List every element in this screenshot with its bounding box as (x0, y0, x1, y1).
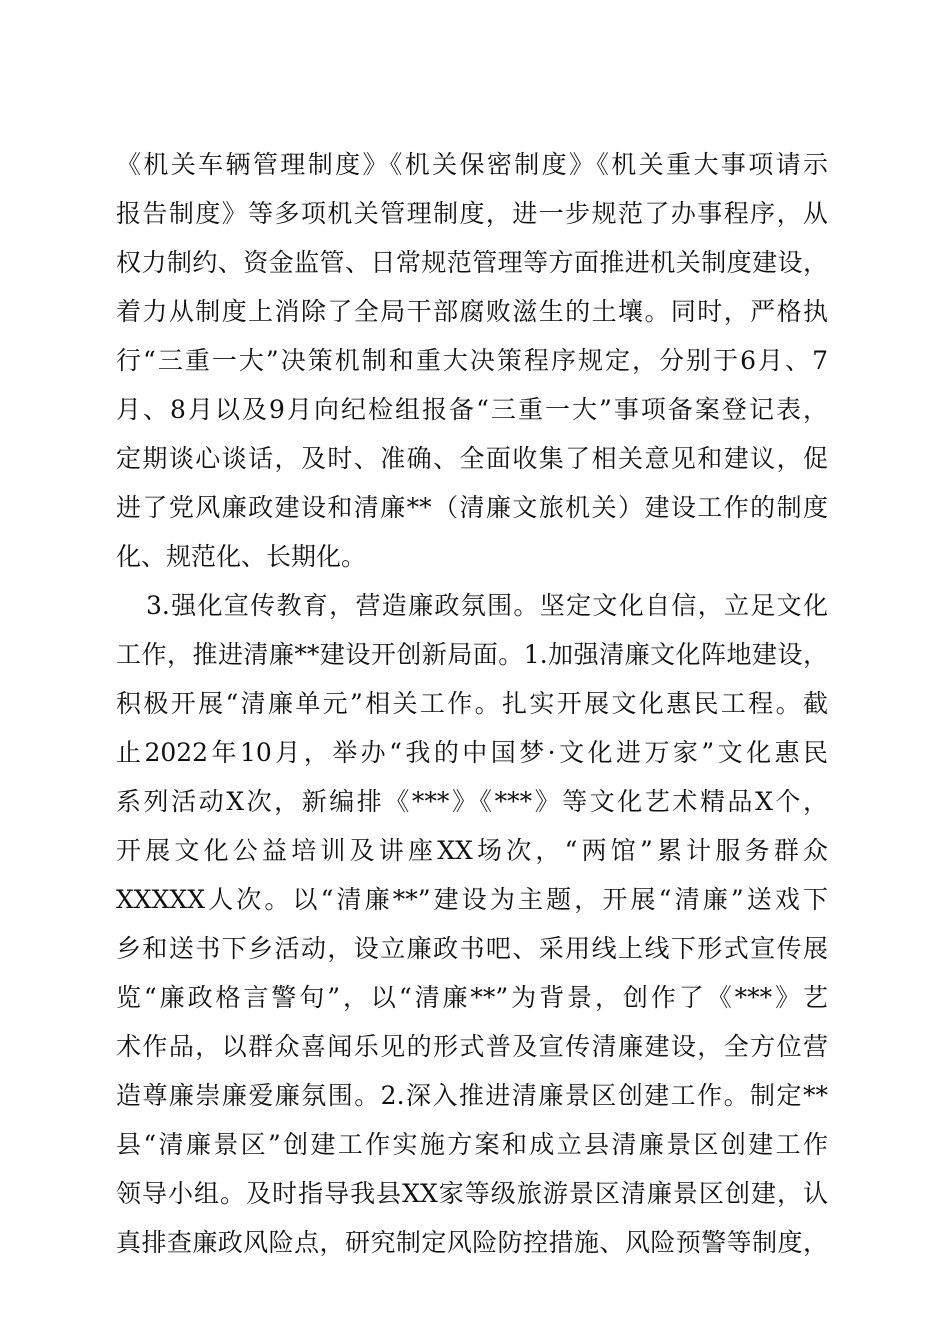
text-line: 《机关车辆管理制度》《机关保密制度》《机关重大事项请示 (116, 150, 828, 179)
text-line: 权力制约、资金监管、日常规范管理等方面推进机关制度建设， (116, 248, 828, 277)
text-line: 工作，推进清廉**建设开创新局面。1.加强清廉文化阵地建设， (116, 640, 828, 669)
text-line: 览“廉政格言警句”，以“清廉**”为背景，创作了《***》艺 (116, 983, 828, 1012)
text-line: 术作品，以群众喜闻乐见的形式普及宣传清廉建设，全方位营 (116, 1032, 828, 1061)
text-line: 行“三重一大”决策机制和重大决策程序规定，分别于6月、7 (116, 346, 828, 375)
text-line: 化、规范化、长期化。 (116, 542, 367, 571)
text-line: 月、8月以及9月向纪检组报备“三重一大”事项备案登记表， (116, 395, 828, 424)
text-line: 系列活动X次，新编排《***》《***》等文化艺术精品X个， (116, 787, 828, 816)
text-line: 乡和送书下乡活动，设立廉政书吧、采用线上线下形式宣传展 (116, 934, 828, 963)
paragraph-heading-line: 3.强化宣传教育，营造廉政氛围。坚定文化自信，立足文化 (146, 591, 828, 620)
text-line: 着力从制度上消除了全局干部腐败滋生的土壤。同时，严格执 (116, 297, 828, 326)
text-line: 领导小组。及时指导我县XX家等级旅游景区清廉景区创建，认 (116, 1179, 828, 1208)
text-line: 进了党风廉政建设和清廉**（清廉文旅机关）建设工作的制度 (116, 493, 828, 522)
text-line: 县“清廉景区”创建工作实施方案和成立县清廉景区创建工作 (116, 1130, 828, 1159)
text-line: 开展文化公益培训及讲座XX场次，“两馆”累计服务群众 (116, 836, 828, 865)
text-line: 报告制度》等多项机关管理制度，进一步规范了办事程序，从 (116, 199, 828, 228)
text-line: 积极开展“清廉单元”相关工作。扎实开展文化惠民工程。截 (116, 689, 828, 718)
text-line: 定期谈心谈话，及时、准确、全面收集了相关意见和建议，促 (116, 444, 828, 473)
text-line: 止2022年10月，举办“我的中国梦·文化进万家”文化惠民 (116, 738, 828, 767)
text-line: 造尊廉崇廉爱廉氛围。2.深入推进清廉景区创建工作。制定** (116, 1081, 828, 1110)
text-line: 真排查廉政风险点，研究制定风险防控措施、风险预警等制度， (116, 1228, 828, 1257)
text-line: XXXXX人次。以“清廉**”建设为主题，开展“清廉”送戏下 (116, 885, 828, 914)
